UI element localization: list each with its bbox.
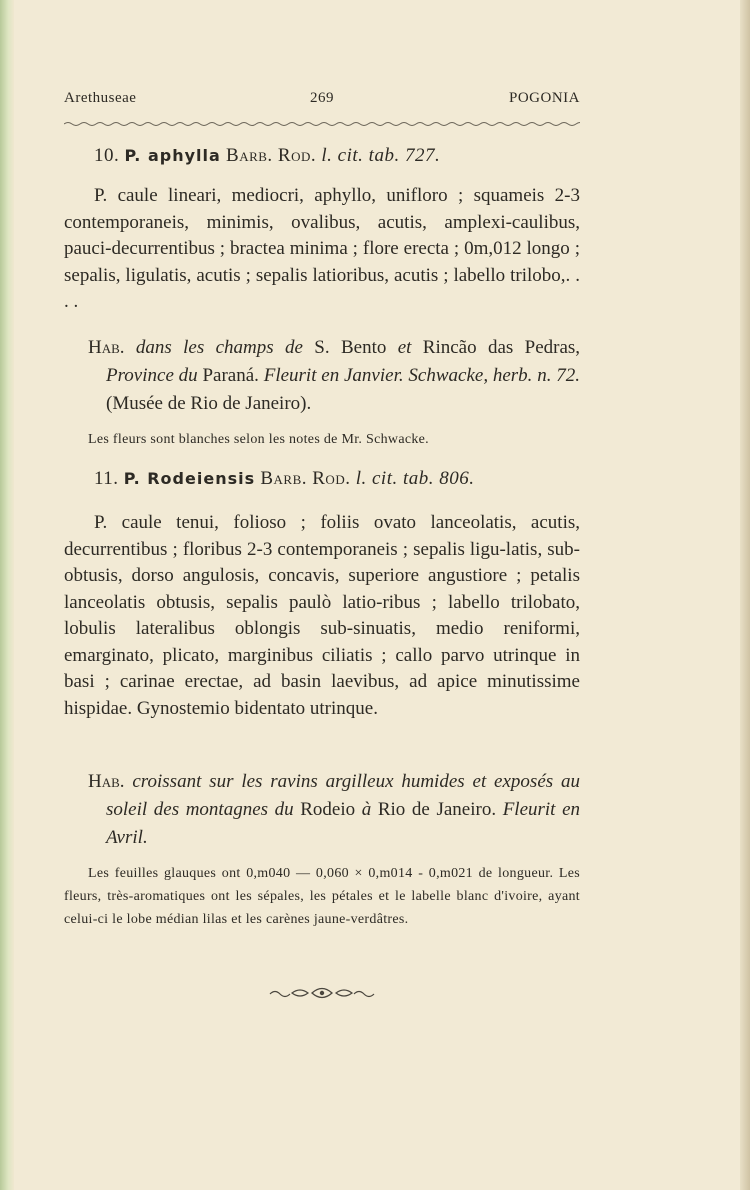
author: Barb. Rod. [260,468,351,489]
entry-number: 10. [94,145,120,166]
entry-11-note [64,862,580,931]
entry-10-habitat [64,334,580,418]
entry-11-heading [64,468,580,490]
habitat-place: S. Bento [314,337,387,358]
habitat-place: Rio de Janeiro. [377,799,497,820]
note-text: Les fleurs sont blanches selon les notes de Mr. Schwacke. [88,432,429,447]
reference: l. cit. tab. 727. [321,145,441,166]
habitat-italic: à [361,799,372,820]
habitat-italic: Fleurit en Janvier. Schwacke, herb. n. 72. [263,365,581,386]
running-head [64,90,580,110]
species-name: P. aphylla [124,146,221,165]
habitat-text [64,768,580,852]
section-title: Arethuseae [64,90,137,106]
habitat-italic: Fleurit en Avril. [106,799,580,848]
author: Barb. Rod. [226,145,317,166]
page-edge [740,0,750,1190]
note-text: Les feuilles glauques ont 0,m040 — 0,060 × 0,m014 - 0,m021 de longueur. Les fleurs, très-aromatiques ont les sépales, les pétales et le labelle blanc d'ivoire, ayant celui-ci le lobe médian lilas et les carènes jaune-verdâtres. [64,866,580,927]
habitat-italic: et [397,337,412,358]
habitat-place: Rodeio [300,799,356,820]
entry-number: 11. [94,468,119,489]
species-name: P. Rodeiensis [123,469,256,488]
habitat-place: Rincão das Pedras, [422,337,581,358]
habitat-text [64,334,580,418]
end-ornament [268,985,376,1001]
habitat-label: Hab. [88,771,125,792]
latin-description: P. caule lineari, mediocri, aphyllo, unifloro ; squameis 2-3 contemporaneis, minimis, ovalibus, acutis, amplexi-caulibus, pauci-decurrentibus ; bractea minima ; flore erecta ; 0m,012 longo ; sepalis, ligulatis, acutis ; sepalis latioribus, acutis ; labello trilobo,. . . . [64,185,580,312]
entry-10-heading [64,145,580,167]
book-spine-edge [0,0,14,1190]
page-number: 269 [310,90,334,106]
genus-title: POGONIA [509,90,580,106]
entry-10-note [64,428,580,451]
habitat-italic: Province du [106,365,198,386]
reference: l. cit. tab. 806. [355,468,475,489]
habitat-place: Paraná. [202,365,259,386]
wavy-header-rule [64,120,580,128]
habitat-italic: dans les champs de [135,337,303,358]
entry-11-habitat [64,768,580,852]
entry-11-description [64,510,580,722]
habitat-label: Hab. [88,337,125,358]
habitat-place: (Musée de Rio de Janeiro). [106,393,312,414]
habitat-italic: croissant sur les ravins argilleux humides et exposés au soleil des montagnes du [106,771,580,820]
entry-10-description [64,183,580,316]
latin-description: P. caule tenui, folioso ; foliis ovato lanceolatis, acutis, decurrentibus ; floribus 2-3 contemporaneis ; sepalis ligu-latis, sub-obtusis, dorso angulosis, concavis, superiore angustiore ; petalis lanceolatis obtusis, sepalis paulò latio-ribus ; labello trilobato, lobulis lateralibus oblongis sub-sinuatis, medio reniformi, emarginato, plicato, marginibus ciliatis ; callo parvo utrinque in basi ; carinae erectae, ad basin laevibus, ad apice minutissime hispidae. Gynostemio bidentato utrinque. [64,512,580,719]
